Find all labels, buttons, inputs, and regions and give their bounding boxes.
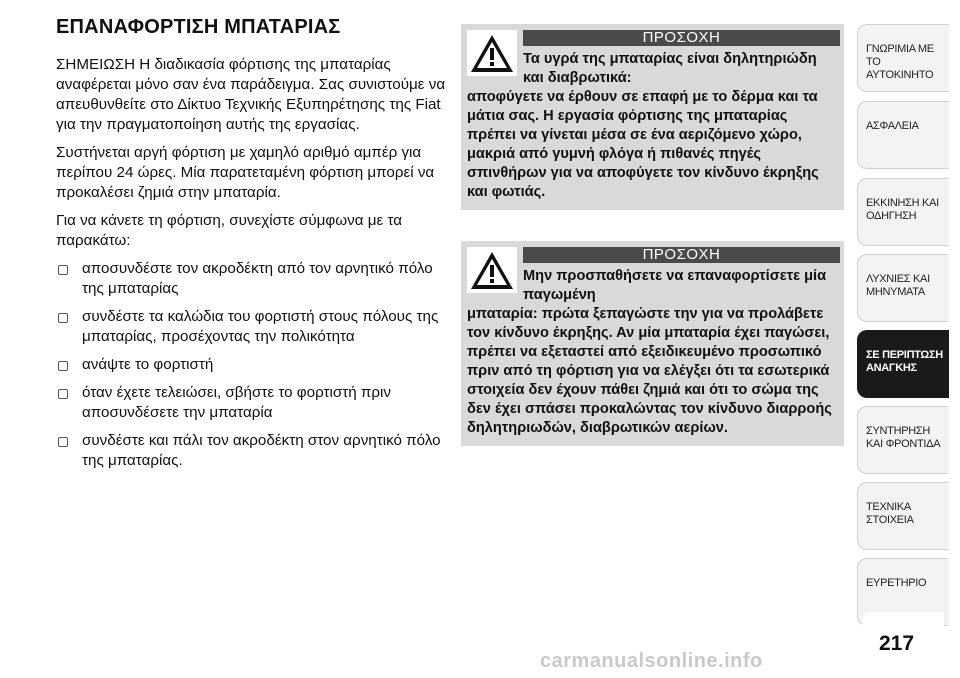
steps-list xyxy=(56,259,448,471)
checkbox-bullet-icon xyxy=(58,389,68,399)
tab-technical-data[interactable]: ΤΕΧΝΙΚΑ ΣΤΟΙΧΕΙΑ xyxy=(857,482,949,550)
warning-text: Τα υγρά της μπαταρίας είναι δηλητηριώδη και διαβρωτικά: αποφύγετε να έρθουν σε επαφή με το δέρμα και τα μάτια σας. Η εργασία φόρτισης της μπαταρίας πρέπει να γίνεται μέσα σε ένα αεριζόμενο χώρο, μακριά από γυμνή φλόγα ή πιθανές πηγές σπινθήρων για να αποφύγετε τον κίνδυνο έκρηξης και φωτιάς. xyxy=(467,51,819,200)
list-item: αποσυνδέστε τον ακροδέκτη από τον αρνητικό πόλο της μπαταρίας xyxy=(56,259,448,299)
main-column xyxy=(56,14,448,479)
tab-emergency[interactable]: ΣΕ ΠΕΡΙΠΤΩΣΗ ΑΝΑΓΚΗΣ xyxy=(857,330,949,398)
list-item: συνδέστε και πάλι τον ακροδέκτη στον αρνητικό πόλο της μπαταρίας. xyxy=(56,431,448,471)
tab-index[interactable]: ΕΥΡΕΤΗΡΙΟ xyxy=(857,558,949,626)
instructions-intro: Για να κάνετε τη φόρτιση, συνεχίστε σύμφωνα με τα παρακάτω: xyxy=(56,212,403,249)
checkbox-bullet-icon xyxy=(58,437,68,447)
list-item: όταν έχετε τελειώσει, σβήστε το φορτιστή πριν αποσυνδέσετε την μπαταρία xyxy=(56,383,448,423)
list-item: συνδέστε τα καλώδια του φορτιστή στους πόλους της μπαταρίας, προσέχοντας την πολικότητα xyxy=(56,307,448,347)
warning-triangle-icon xyxy=(467,30,517,76)
checkbox-bullet-icon xyxy=(58,265,68,275)
note-paragraph: ΣΗΜΕΙΩΣΗ Η διαδικασία φόρτισης της μπαταρίας αναφέρεται μόνο σαν ένα παράδειγμα. Σας συνιστούμε να απευθυνθείτε στο Δίκτυο Τεχνικής Εξυπηρέτησης της Fiat για την πραγματοποίηση αυτής της εργασίας. xyxy=(56,56,446,133)
page-title: ΕΠΑΝΑΦΟΡΤΙΣΗ ΜΠΑΤΑΡΙΑΣ xyxy=(56,16,341,38)
warning-triangle-icon xyxy=(467,247,517,293)
warning-header: ΠΡΟΣΟΧΗ xyxy=(523,30,840,46)
list-item: ανάψτε το φορτιστή xyxy=(56,355,448,375)
charging-paragraph: Συστήνεται αργή φόρτιση με χαμηλό αριθμό αμπέρ για περίπου 24 ώρες. Μία παρατεταμένη φόρτιση μπορεί να προκαλέσει ζημιά στην μπαταρία. xyxy=(56,144,435,201)
warning-box-1 xyxy=(461,24,844,210)
warning-box-2 xyxy=(461,241,844,446)
tab-warning-lights[interactable]: ΛΥΧΝΙΕΣ ΚΑΙ ΜΗΝΥΜΑΤΑ xyxy=(857,254,949,322)
watermark: carmanualsonline.info xyxy=(540,650,763,672)
tab-getting-to-know[interactable]: ΓΝΩΡΙΜΙΑ ΜΕ ΤΟ ΑΥΤΟΚΙΝΗΤΟ xyxy=(857,24,949,92)
checkbox-bullet-icon xyxy=(58,361,68,371)
checkbox-bullet-icon xyxy=(58,313,68,323)
warning-text: Μην προσπαθήσετε να επαναφορτίσετε μία παγωμένη μπαταρία: πρώτα ξεπαγώστε την για να προλάβετε τον κίνδυνο έκρηξης. Αν μία μπαταρία έχει παγώσει, πρέπει να εξεταστεί από εξειδικευμένο προσωπικό πριν από τη φόρτιση για να ελέγξει ότι τα εσωτερικά στοιχεία δεν έχουν πάθει ζημιά και ότι το σώμα της δεν έχει σπάσει προκαλώντας τον κίνδυνο διαρροής δηλητηριωδών, διαβρωτικών αερίων. xyxy=(467,268,832,436)
tab-starting-driving[interactable]: ΕΚΚΙΝΗΣΗ ΚΑΙ ΟΔΗΓΗΣΗ xyxy=(857,178,949,246)
tab-safety[interactable]: ΑΣΦΑΛΕΙΑ xyxy=(857,101,949,169)
warning-header: ΠΡΟΣΟΧΗ xyxy=(523,247,840,263)
page-number: 217 xyxy=(879,632,915,655)
tab-maintenance[interactable]: ΣΥΝΤΗΡΗΣΗ ΚΑΙ ΦΡΟΝΤΙΔΑ xyxy=(857,406,949,474)
